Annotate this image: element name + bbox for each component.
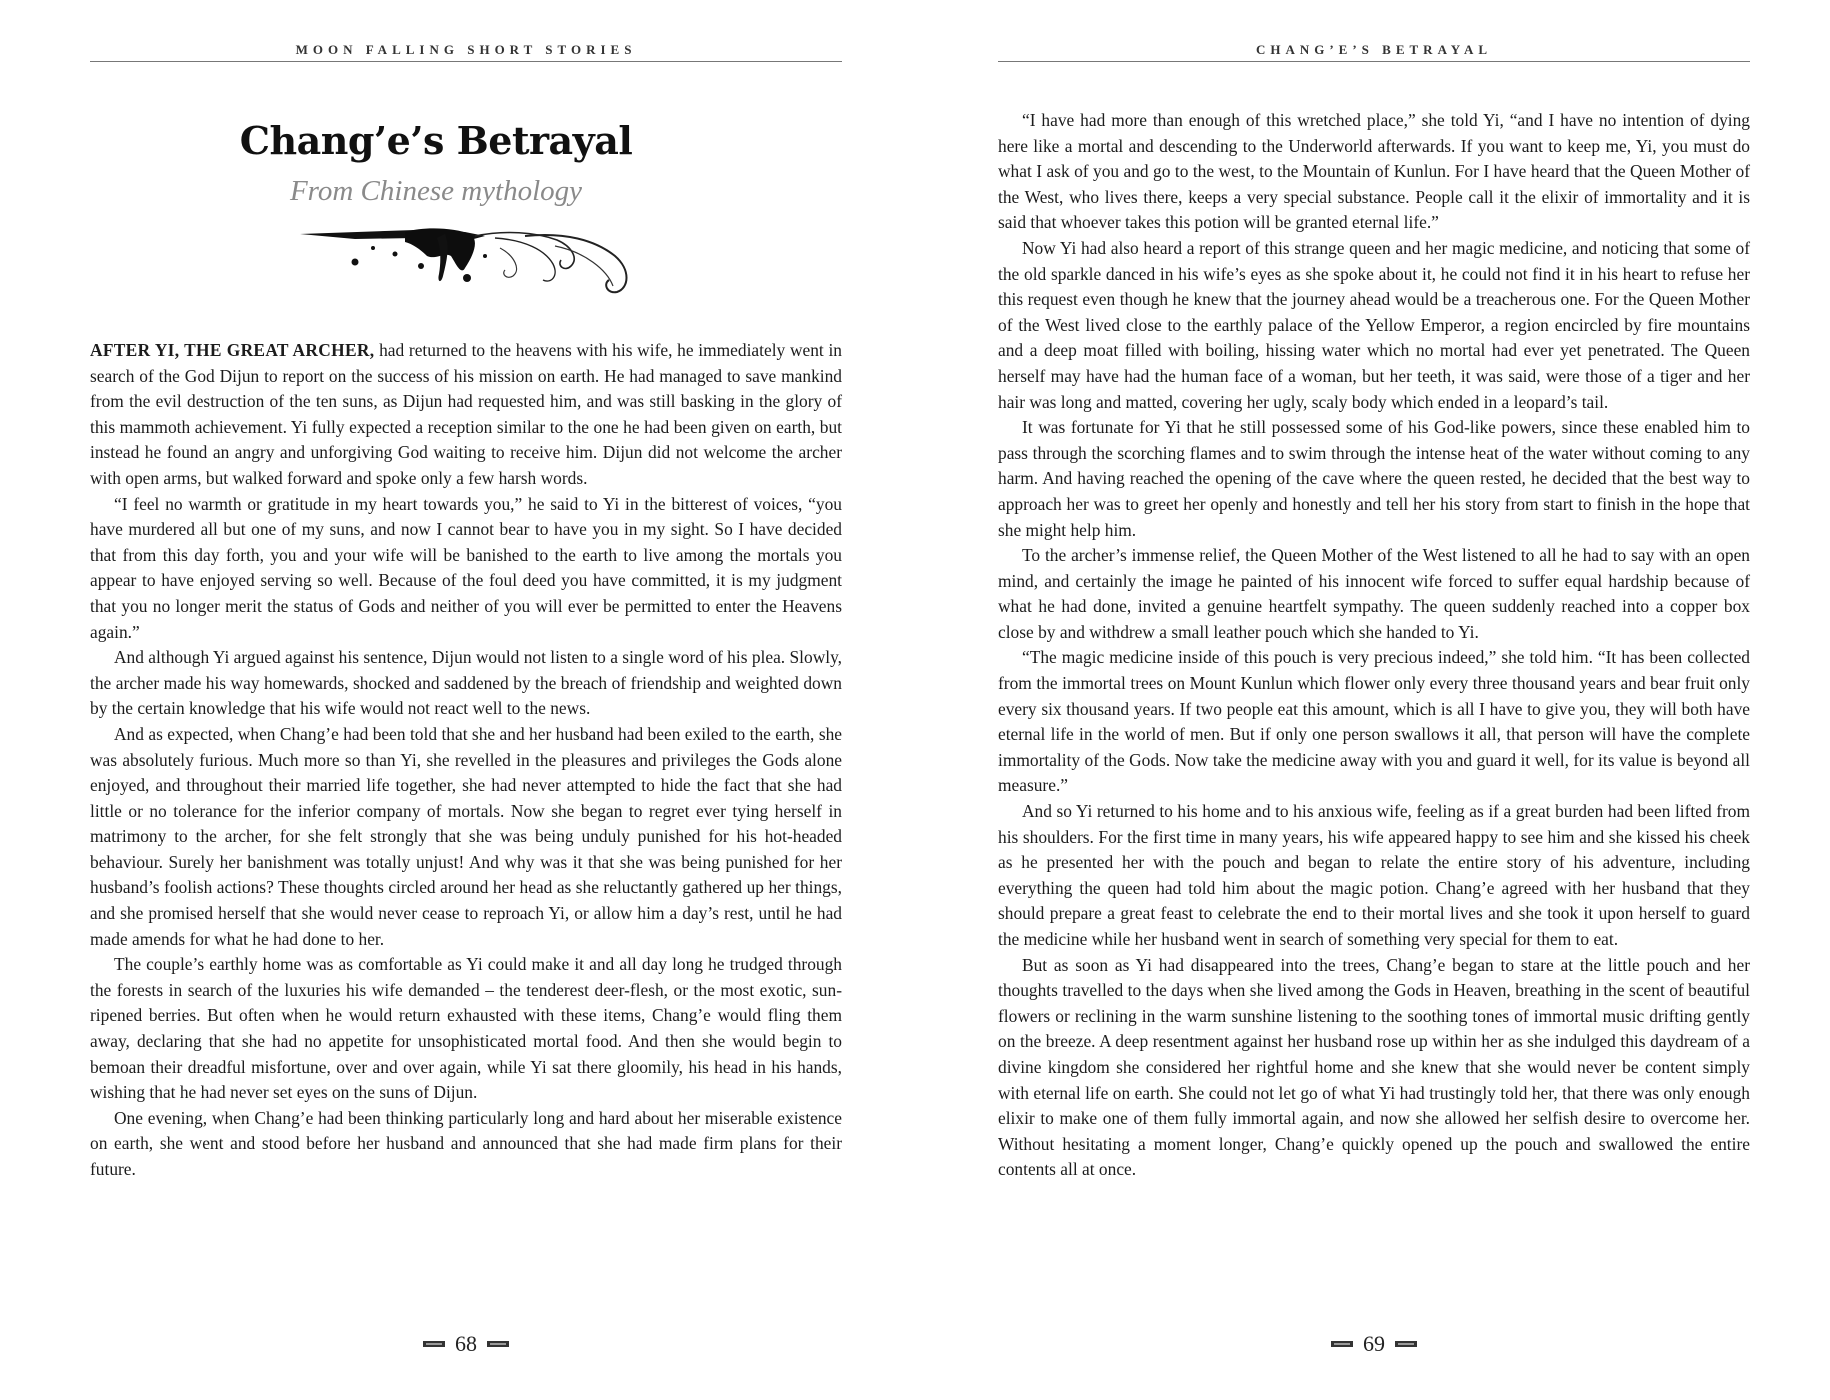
folio-ornament-icon (423, 1339, 445, 1349)
header-rule-left (90, 61, 842, 62)
page-number: 69 (1363, 1331, 1385, 1356)
paragraph: The couple’s earthly home was as comfortable as Yi could make it and all day long he trudged through the forests in search of the luxuries his wife demanded – the tenderest deer-flesh, or the most exotic, sun-ripened berries. But often when he would return exhausted with these items, Chang’e would fling them away, declaring that she had no appetite for unsophisticated mortal food. And then she would begin to bemoan their dreadful misfortune, over and over again, while Yi sat there gloomily, his head in his hands, wishing that he had never set eyes on the suns of Dijun. (90, 954, 842, 1103)
left-page (90, 0, 842, 1400)
folio-ornament-icon (487, 1339, 509, 1349)
folio-ornament-icon (1395, 1339, 1417, 1349)
story-subtitle: From Chinese mythology (289, 175, 583, 207)
paragraph: AFTER YI, THE GREAT ARCHER, had returned to the heavens with his wife, he immediately went in search of the God Dijun to report on the success of his mission on earth. He had managed to save mankind from the evil destruction of the ten suns, as Dijun had requested him, and was still basking in the glory of this mammoth achievement. Yi fully expected a reception similar to the one he had been given on earth, but instead he found an angry and unforgiving God waiting to receive him. Dijun did not welcome the archer with open arms, but walked forward and spoke only a few harsh words. (90, 340, 842, 488)
paragraph: And as expected, when Chang’e had been told that she and her husband had been exiled to the earth, she was absolutely furious. Much more so than Yi, she revelled in the pleasures and privileges the Gods alone enjoyed, and throughout their married life together, she had never attempted to hide the fact that she had little or no tolerance for the inferior company of mortals. Now she began to regret ever tying herself in matrimony to the archer, for she felt strongly that she was being unduly punished for his hot-headed behaviour. Surely her banishment was totally unjust! And why was it that she was being punished for her husband’s foolish actions? These thoughts circled around her head as she reluctantly gathered up her things, and she promised herself that she would never cease to reproach Yi, or allow him a day’s rest, until he had made amends for what he had done to her. (90, 723, 842, 949)
lead-in: AFTER YI, THE GREAT ARCHER, (90, 340, 375, 360)
right-page (998, 0, 1750, 1400)
paragraph: But as soon as Yi had disappeared into the trees, Chang’e began to stare at the little pouch and her thoughts travelled to the days when she lived among the Gods in Heaven, breathing in the scent of beautiful flowers or reclining in the warm sunshine listening to the soothing tones of immortal music drifting gently on the breeze. A deep resentment against her husband rose up within her as she indulged this daydream of a divine kingdom she considered her rightful home and she knew that she would never be content simply with eternal life on earth. She could not let go of what Yi had trustingly told her, that there was only enough elixir to make one of them fully immortal again, and now she allowed her selfish desire to overcome her. Without hesitating a moment longer, Chang’e quickly opened up the pouch and swallowed the entire contents all at once. (998, 954, 1750, 1180)
paragraph: It was fortunate for Yi that he still possessed some of his God-like powers, since these enabled him to pass through the scorching flames and to swim through the intense heat of the water without coming to any harm. And having reached the opening of the cave where the queen rested, he decided that the best way to approach her was to greet her openly and honestly and tell her his story from start to finish in the hope that she might help him. (998, 417, 1750, 540)
paragraph: To the archer’s immense relief, the Queen Mother of the West listened to all he had to say with an open mind, and certainly the image he painted of his innocent wife forced to suffer equal hardship because of what he had done, invited a genuine heartfelt sympathy. The queen suddenly reached into a copper box close by and withdrew a small leather pouch which she handed to Yi. (998, 545, 1750, 642)
paragraph: And so Yi returned to his home and to his anxious wife, feeling as if a great burden had been lifted from his shoulders. For the first time in many years, his wife appeared happy to see him and she kissed his cheek as he presented her with the pouch and began to relate the entire story of his adventure, including everything the queen had told him about the magic potion. Chang’e agreed with her husband that they should prepare a great feast to celebrate the end to their mortal lives and she took it upon herself to guard the medicine while her husband went in search of something very special for them to eat. (998, 801, 1750, 949)
page-number-left (90, 1331, 842, 1357)
story-title: Chang’e’s Betrayal (239, 118, 633, 163)
title-block (90, 118, 842, 208)
paragraph: Now Yi had also heard a report of this strange queen and her magic medicine, and noticing that some of the old sparkle danced in his wife’s eyes as she spoke about it, he could not find it in his heart to refuse her this request even though he knew that the journey ahead would be a treacherous one. For the Queen Mother of the West lived close to the earthly palace of the Yellow Emperor, a region encircled by fire mountains and a deep moat filled with boiling, hissing water which no mortal had ever yet penetrated. The Queen herself may have had the human face of a woman, but her teeth, it was said, were those of a tiger and her hair was long and matted, covering her ugly, scaly body which ended in a leopard’s tail. (998, 237, 1750, 412)
paragraph: “I feel no warmth or gratitude in my heart towards you,” he said to Yi in the bitterest of voices, “you have murdered all but one of my suns, and now I cannot bear to have you in my sight. So I have decided that from this day forth, you and your wife will be banished to the earth to live among the mortals you appear to have enjoyed serving so well. Because of the foul deed you have committed, it is my judgment that you no longer merit the status of Gods and neither of you will ever be permitted to enter the Heavens again.” (90, 493, 842, 642)
paragraph: “I have had more than enough of this wretched place,” she told Yi, “and I have no intention of dying here like a mortal and descending to the Underworld afterwards. If you want to keep me, Yi, you must do what I ask of you and go to the west, to the Mountain of Kunlun. For I have heard that the Queen Mother of the West, who lives there, keeps a very special substance. People call it the elixir of immortality and it is said that whoever takes this potion will be granted eternal life.” (998, 110, 1750, 233)
header-rule-right (998, 61, 1750, 62)
running-header-right: CHANG’E’S BETRAYAL (1255, 42, 1493, 57)
folio-ornament-icon (1331, 1339, 1353, 1349)
ink-splash-ornament-icon (295, 226, 645, 306)
page-number-right (998, 1331, 1750, 1357)
running-header-left: MOON FALLING SHORT STORIES (295, 42, 637, 57)
paragraph: And although Yi argued against his sentence, Dijun would not listen to a single word of his plea. Slowly, the archer made his way homewards, shocked and saddened by the breach of friendship and weighted down by the certain knowledge that his wife would not react well to the news. (90, 647, 842, 719)
right-body-text (998, 108, 1750, 1183)
paragraph: One evening, when Chang’e had been thinking particularly long and hard about her miserable existence on earth, she went and stood before her husband and announced that she had made firm plans for their future. (90, 1107, 842, 1179)
left-body-text (90, 338, 842, 1183)
page-number: 68 (455, 1331, 477, 1356)
paragraph: “The magic medicine inside of this pouch is very precious indeed,” she told him. “It has been collected from the immortal trees on Mount Kunlun which flower only every three thousand years and bear fruit only every six thousand years. If two people eat this amount, which is all I have to give you, they will both have eternal life in the world of men. But if only one person swallows it all, that person will have the complete immortality of the Gods. Now take the medicine away with you and guard it well, for its value is beyond all measure.” (998, 647, 1750, 796)
